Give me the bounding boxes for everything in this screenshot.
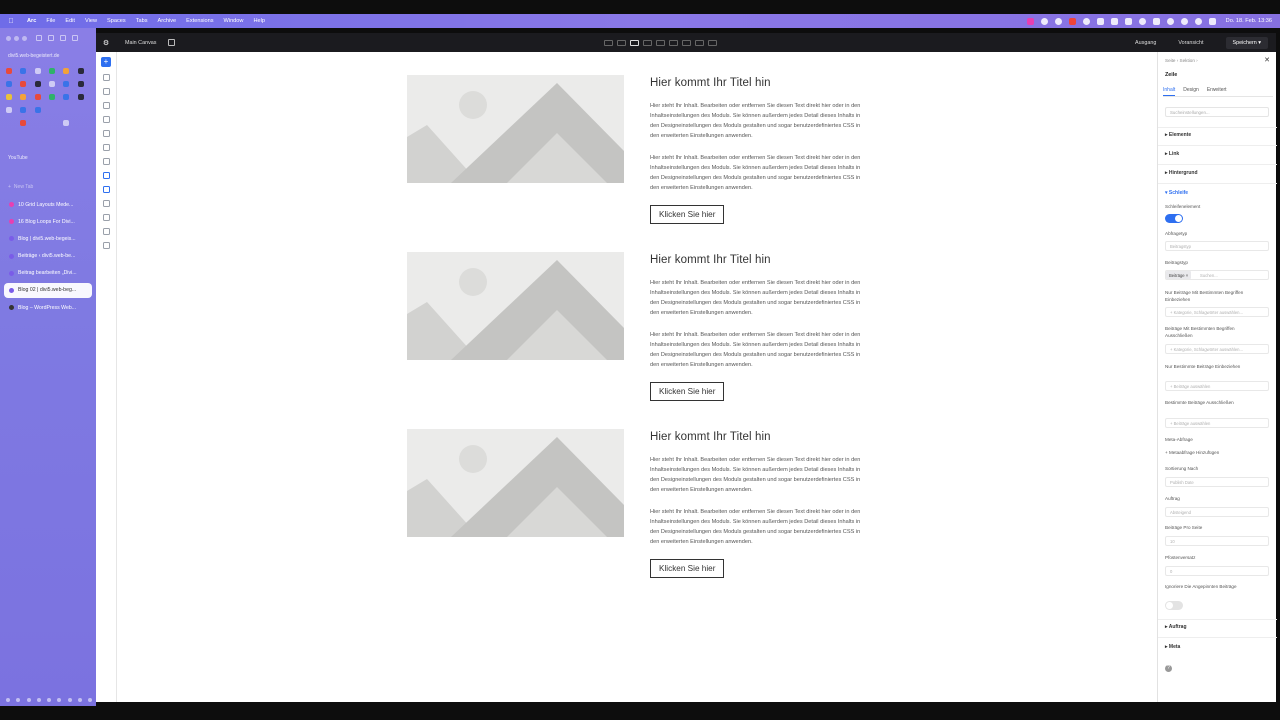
zoom-window-icon[interactable] — [22, 36, 27, 41]
layout-grid-icon[interactable] — [168, 39, 175, 46]
variables-icon[interactable] — [103, 158, 110, 165]
section-label: Schleife — [1168, 190, 1189, 196]
app-status-icon[interactable] — [1069, 18, 1076, 25]
post-text[interactable]: Hier steht Ihr Inhalt. Bearbeiten oder entfernen Sie diesen Text direkt hier oder in den Inhaltseinstellungen des Moduls. Sie können außerdem jedes Detail dieses Inhalts in den Designeinstellungen des Moduls gestalten und sogar benutzerdefiniertes CSS in den erweiterten Einstellungen anwenden. — [650, 155, 861, 191]
section-link[interactable]: ▸ Link — [1165, 151, 1180, 157]
battery-icon[interactable] — [1153, 18, 1160, 25]
add-meta-query-button[interactable]: + Metaabfrage Hinzufügen — [1165, 450, 1220, 455]
divider — [1158, 145, 1277, 146]
space-dot-icon[interactable] — [27, 698, 31, 702]
section-elemente[interactable]: ▸ Elemente — [1165, 132, 1192, 138]
menu-view[interactable]: View — [84, 18, 98, 24]
back-arrow-icon[interactable] — [48, 35, 54, 41]
favorite-icon[interactable] — [20, 68, 26, 74]
tab-design[interactable]: Design — [1183, 87, 1199, 93]
device-switcher — [604, 33, 721, 52]
tab-favicon-icon — [9, 254, 14, 259]
window-icon[interactable] — [1111, 18, 1118, 25]
menu-bar — [0, 14, 1280, 28]
exit-button[interactable]: Ausgang — [1135, 39, 1157, 46]
favorite-icon[interactable] — [20, 81, 26, 87]
menu-edit[interactable]: Edit — [65, 18, 75, 24]
tab-favicon-icon — [9, 236, 14, 241]
placeholder-image-icon — [407, 75, 624, 183]
tablet-icon[interactable] — [656, 40, 665, 46]
post-type-placeholder: Suchen... — [1200, 273, 1218, 278]
favorite-icon[interactable] — [35, 68, 41, 74]
gear-icon[interactable]: ⚙ — [102, 39, 110, 47]
field-label: Beitragstyp — [1165, 260, 1188, 265]
settings-search-input[interactable]: Sucheinstellungen... — [1165, 107, 1269, 117]
builder-topbar — [96, 33, 1276, 52]
loop-toggle[interactable] — [1165, 214, 1183, 223]
section-label: Meta — [1168, 644, 1181, 650]
chevron-down-icon: ▾ — [1258, 39, 1261, 46]
tools-icon[interactable] — [103, 214, 110, 221]
text-column — [650, 75, 865, 224]
ignore-sticky-toggle[interactable] — [1165, 601, 1183, 610]
new-tab-button[interactable] — [8, 184, 33, 190]
history-icon[interactable] — [103, 130, 110, 137]
screen-record-icon[interactable] — [1027, 18, 1034, 25]
panel-tabs — [1163, 87, 1273, 97]
section-label: Elemente — [1168, 132, 1192, 138]
loop-row[interactable] — [407, 252, 867, 422]
field-label: Beiträge Mit Bestimmten Begriffen Ausschließen — [1165, 326, 1235, 338]
space-dot-icon[interactable] — [16, 698, 20, 702]
page-settings-icon[interactable] — [103, 88, 110, 95]
sidebar-toggle-icon[interactable] — [36, 35, 42, 41]
panel-title: Zeile — [1165, 72, 1178, 78]
field-label: Abfragetyp — [1165, 231, 1188, 236]
post-text[interactable]: Hier steht Ihr Inhalt. Bearbeiten oder entfernen Sie diesen Text direkt hier oder in den Inhaltseinstellungen des Moduls. Sie können außerdem jedes Detail dieses Inhalts in den Designeinstellungen des Moduls gestalten und sogar benutzerdefiniertes CSS in den erweiterten Einstellungen anwenden. — [650, 332, 861, 368]
pinned-label[interactable]: YouTube — [8, 155, 28, 161]
field-label: Beiträge Pro Seite — [1165, 525, 1203, 530]
theme-builder-icon[interactable] — [103, 116, 110, 123]
text-column — [650, 252, 865, 401]
tab-label: 10 Grid Layouts Mede... — [18, 201, 74, 208]
favorite-icon[interactable] — [6, 68, 12, 74]
order-select[interactable]: Absteigend — [1165, 507, 1269, 517]
image-placeholder[interactable] — [407, 75, 624, 183]
image-placeholder[interactable] — [407, 429, 624, 537]
cta-button[interactable]: Klicken Sie hier — [650, 559, 724, 578]
favorite-icon[interactable] — [49, 94, 55, 100]
add-space-icon[interactable] — [88, 698, 92, 702]
phone-icon[interactable] — [682, 40, 691, 46]
placeholder-image-icon — [407, 252, 624, 360]
text-column — [650, 429, 865, 578]
posts-per-page-input[interactable]: 10 — [1165, 536, 1269, 546]
divider — [1158, 619, 1277, 620]
apple-icon[interactable] — [0, 18, 22, 25]
address-bar[interactable]: divi5.web-begeistert.de — [8, 53, 60, 59]
sync-icon[interactable] — [1041, 18, 1048, 25]
favorite-icon[interactable] — [49, 68, 55, 74]
sidebar-tab[interactable] — [4, 249, 92, 264]
zoom-icon[interactable] — [708, 40, 717, 46]
youtube-favorite-icon[interactable] — [20, 120, 26, 126]
library-icon[interactable] — [6, 698, 10, 702]
section-meta[interactable]: ▸ Meta — [1165, 644, 1181, 650]
favorite-icon[interactable] — [35, 81, 41, 87]
camera-icon[interactable] — [1125, 18, 1132, 25]
menu-tabs[interactable]: Tabs — [135, 18, 148, 24]
menu-app-name[interactable]: Arc — [27, 18, 37, 24]
clipboard-icon[interactable] — [1097, 18, 1104, 25]
exclude-posts-input[interactable]: + Beiträge auswählen — [1165, 418, 1269, 428]
field-label: Bestimmte Beiträge Ausschließen — [1165, 400, 1234, 405]
save-button[interactable] — [1226, 37, 1269, 49]
post-offset-input[interactable]: 0 — [1165, 566, 1269, 576]
bluetooth-icon[interactable] — [1167, 18, 1174, 25]
laptop-icon[interactable] — [643, 40, 652, 46]
widescreen-icon[interactable] — [604, 40, 613, 46]
desktop-icon[interactable] — [630, 40, 639, 46]
desktop-wide-icon[interactable] — [617, 40, 626, 46]
favorite-icon[interactable] — [20, 107, 26, 113]
help-icon[interactable] — [103, 228, 110, 235]
favorite-icon[interactable] — [63, 120, 69, 126]
favorite-icon[interactable] — [63, 94, 69, 100]
settings-dots-icon[interactable] — [103, 242, 110, 249]
divider — [1158, 164, 1277, 165]
section-schleife[interactable]: ▾ Schleife — [1165, 190, 1189, 196]
cta-button[interactable]: Klicken Sie hier — [650, 205, 724, 224]
tab-label: Blog – WordPress Web... — [18, 304, 77, 311]
favorite-icon[interactable] — [78, 81, 84, 87]
save-label: Speichern — [1232, 39, 1257, 46]
tab-label: Blog | divi5.web-begeis... — [18, 235, 76, 242]
browser-status-icon[interactable] — [1083, 18, 1090, 25]
menu-archive[interactable]: Archive — [157, 18, 177, 24]
tab-favicon-icon — [9, 288, 14, 293]
space-dot-icon[interactable] — [68, 698, 72, 702]
section-hintergrund[interactable]: ▸ Hintergrund — [1165, 170, 1198, 176]
favorite-icon[interactable] — [35, 107, 41, 113]
plus-icon: + — [8, 184, 11, 190]
field-label: Auftrag — [1165, 496, 1180, 501]
settings-panel — [1157, 52, 1276, 702]
dynamic-content-icon[interactable] — [103, 186, 110, 193]
wordpress-icon — [9, 305, 14, 310]
section-auftrag[interactable]: ▸ Auftrag — [1165, 624, 1187, 630]
sidebar-tab[interactable] — [4, 231, 92, 246]
post-text[interactable]: Hier steht Ihr Inhalt. Bearbeiten oder entfernen Sie diesen Text direkt hier oder in den Inhaltseinstellungen des Moduls. Sie können außerdem jedes Detail dieses Inhalts in den Designeinstellungen des Moduls gestalten und sogar benutzerdefiniertes CSS in den erweiterten Einstellungen anwenden. — [650, 280, 861, 316]
post-text[interactable]: Hier steht Ihr Inhalt. Bearbeiten oder entfernen Sie diesen Text direkt hier oder in den Inhaltseinstellungen des Moduls. Sie können außerdem jedes Detail dieses Inhalts in den Designeinstellungen des Moduls gestalten und sogar benutzerdefiniertes CSS in den erweiterten Einstellungen anwenden. — [650, 103, 861, 139]
canvas-selector[interactable]: Main Canvas — [125, 39, 157, 46]
globe-icon[interactable] — [1139, 18, 1146, 25]
field-label: Nur Beiträge Mit Bestimmten Begriffen Einbeziehen — [1165, 290, 1244, 302]
topbar-actions — [1113, 37, 1276, 49]
search-icon[interactable] — [1195, 18, 1202, 25]
ai-icon[interactable] — [103, 144, 110, 151]
tab-label: Beitrag bearbeiten „Divi... — [18, 270, 77, 277]
space-dot-icon[interactable] — [57, 698, 61, 702]
sidebar-tab[interactable] — [4, 214, 92, 229]
section-label: Hintergrund — [1168, 170, 1198, 176]
tab-label: Blog 02 | divi5.web-beg... — [18, 287, 77, 294]
sidebar-tab[interactable] — [4, 266, 92, 281]
menu-help[interactable]: Help — [253, 18, 265, 24]
placeholder-image-icon — [407, 429, 624, 537]
favorite-icon[interactable] — [6, 94, 12, 100]
layers-icon[interactable] — [103, 74, 110, 81]
sidebar-tab[interactable] — [4, 300, 92, 315]
favorite-icon[interactable] — [6, 81, 12, 87]
resize-width-icon[interactable] — [695, 40, 704, 46]
favorites-grid — [6, 68, 92, 126]
order-by-select[interactable]: Publish Date — [1165, 477, 1269, 487]
tab-list — [4, 197, 92, 317]
favorite-icon[interactable] — [78, 94, 84, 100]
space-dot-icon[interactable] — [37, 698, 41, 702]
tab-favicon-icon — [9, 219, 14, 224]
favorite-icon[interactable] — [63, 68, 69, 74]
include-posts-input[interactable]: + Beiträge auswählen — [1165, 381, 1269, 391]
tab-label: Beiträge ‹ divi5.web-be... — [18, 253, 76, 260]
loop-row[interactable] — [407, 429, 867, 599]
preview-button[interactable]: Voransicht — [1178, 39, 1204, 46]
post-text[interactable]: Hier steht Ihr Inhalt. Bearbeiten oder entfernen Sie diesen Text direkt hier oder in den Inhaltseinstellungen des Moduls. Sie können außerdem jedes Detail dieses Inhalts in den Designeinstellungen des Moduls gestalten und sogar benutzerdefiniertes CSS in den erweiterten Einstellungen anwenden. — [650, 457, 861, 493]
menu-spaces[interactable]: Spaces — [107, 18, 126, 24]
field-label: Meta-Abfrage — [1165, 437, 1193, 442]
favorite-icon[interactable] — [63, 81, 69, 87]
close-window-icon[interactable] — [6, 36, 11, 41]
builder-canvas — [117, 52, 1157, 702]
loop-row[interactable] — [407, 75, 867, 245]
window-controls — [0, 28, 96, 48]
minimize-window-icon[interactable] — [14, 36, 19, 41]
add-module-icon[interactable]: + — [101, 57, 111, 67]
loop-icon[interactable] — [103, 172, 110, 179]
sidebar-tab-active[interactable] — [4, 283, 92, 298]
control-center-icon[interactable] — [1209, 18, 1216, 25]
status-icons — [1024, 18, 1280, 25]
sidebar-tab[interactable] — [4, 197, 92, 212]
favorite-icon[interactable] — [6, 107, 12, 113]
menu-window[interactable]: Window — [223, 18, 244, 24]
section-label: Auftrag — [1168, 624, 1187, 630]
include-terms-input[interactable]: + Kategorie, Schlagwörter auswählen... — [1165, 307, 1269, 317]
close-icon[interactable]: ✕ — [1264, 57, 1270, 64]
tab-inhalt[interactable]: Inhalt — [1163, 87, 1175, 96]
reload-icon[interactable] — [72, 35, 78, 41]
tab-label: 16 Blog Loops For Divi... — [18, 218, 75, 225]
post-title[interactable]: Hier kommt Ihr Titel hin — [650, 254, 771, 266]
menu-extensions[interactable]: Extensions — [186, 18, 214, 24]
divider — [1158, 183, 1277, 184]
tab-favicon-icon — [9, 271, 14, 276]
divider — [1158, 127, 1277, 128]
forward-arrow-icon[interactable] — [60, 35, 66, 41]
favorite-icon[interactable] — [49, 81, 55, 87]
new-tab-label: New Tab — [13, 184, 34, 190]
favorite-icon[interactable] — [35, 94, 41, 100]
space-dot-icon[interactable] — [47, 698, 51, 702]
field-label: Sortierung Nach — [1165, 466, 1199, 471]
library-icon[interactable] — [103, 102, 110, 109]
space-dot-icon[interactable] — [78, 698, 82, 702]
section-label: Link — [1168, 151, 1180, 157]
exclude-terms-input[interactable]: + Kategorie, Schlagwörter auswählen... — [1165, 344, 1269, 354]
breadcrumb[interactable]: Seite › Sektion › — [1165, 58, 1198, 63]
field-label: Schleifenelement — [1165, 204, 1201, 209]
tablet-portrait-icon[interactable] — [669, 40, 678, 46]
tab-favicon-icon — [9, 202, 14, 207]
tab-erweitert[interactable]: Erweitert — [1206, 87, 1227, 93]
divider — [1158, 637, 1277, 638]
post-text[interactable]: Hier steht Ihr Inhalt. Bearbeiten oder entfernen Sie diesen Text direkt hier oder in den Inhaltseinstellungen des Moduls. Sie können außerdem jedes Detail dieses Inhalts in den Designeinstellungen des Moduls gestalten und sogar benutzerdefiniertes CSS in den erweiterten Einstellungen anwenden. — [650, 509, 861, 545]
post-type-chip[interactable]: Beiträge × — [1166, 271, 1191, 279]
cta-button[interactable]: Klicken Sie hier — [650, 382, 724, 401]
image-placeholder[interactable] — [407, 252, 624, 360]
menu-clock[interactable]: Do. 18. Feb. 13:36 — [1225, 18, 1272, 24]
favorite-icon[interactable] — [20, 94, 26, 100]
post-title[interactable]: Hier kommt Ihr Titel hin — [650, 77, 771, 89]
builder-icon-rail — [96, 52, 117, 702]
help-icon[interactable]: ? — [1165, 665, 1172, 672]
presets-icon[interactable] — [103, 200, 110, 207]
favorite-icon[interactable] — [78, 68, 84, 74]
query-type-select[interactable]: Beitragstyp — [1165, 241, 1269, 251]
browser-sidebar — [0, 28, 96, 706]
cloud-icon[interactable] — [1055, 18, 1062, 25]
post-title[interactable]: Hier kommt Ihr Titel hin — [650, 431, 771, 443]
field-label: Nur Bestimmte Beiträge Einbeziehen — [1165, 364, 1241, 369]
field-label: Ignoriere Die Angepinnten Beiträge — [1165, 584, 1237, 589]
sidebar-footer — [6, 698, 92, 702]
menu-file[interactable]: File — [46, 18, 56, 24]
field-label: Pfostenversatz — [1165, 555, 1196, 560]
wifi-icon[interactable] — [1181, 18, 1188, 25]
